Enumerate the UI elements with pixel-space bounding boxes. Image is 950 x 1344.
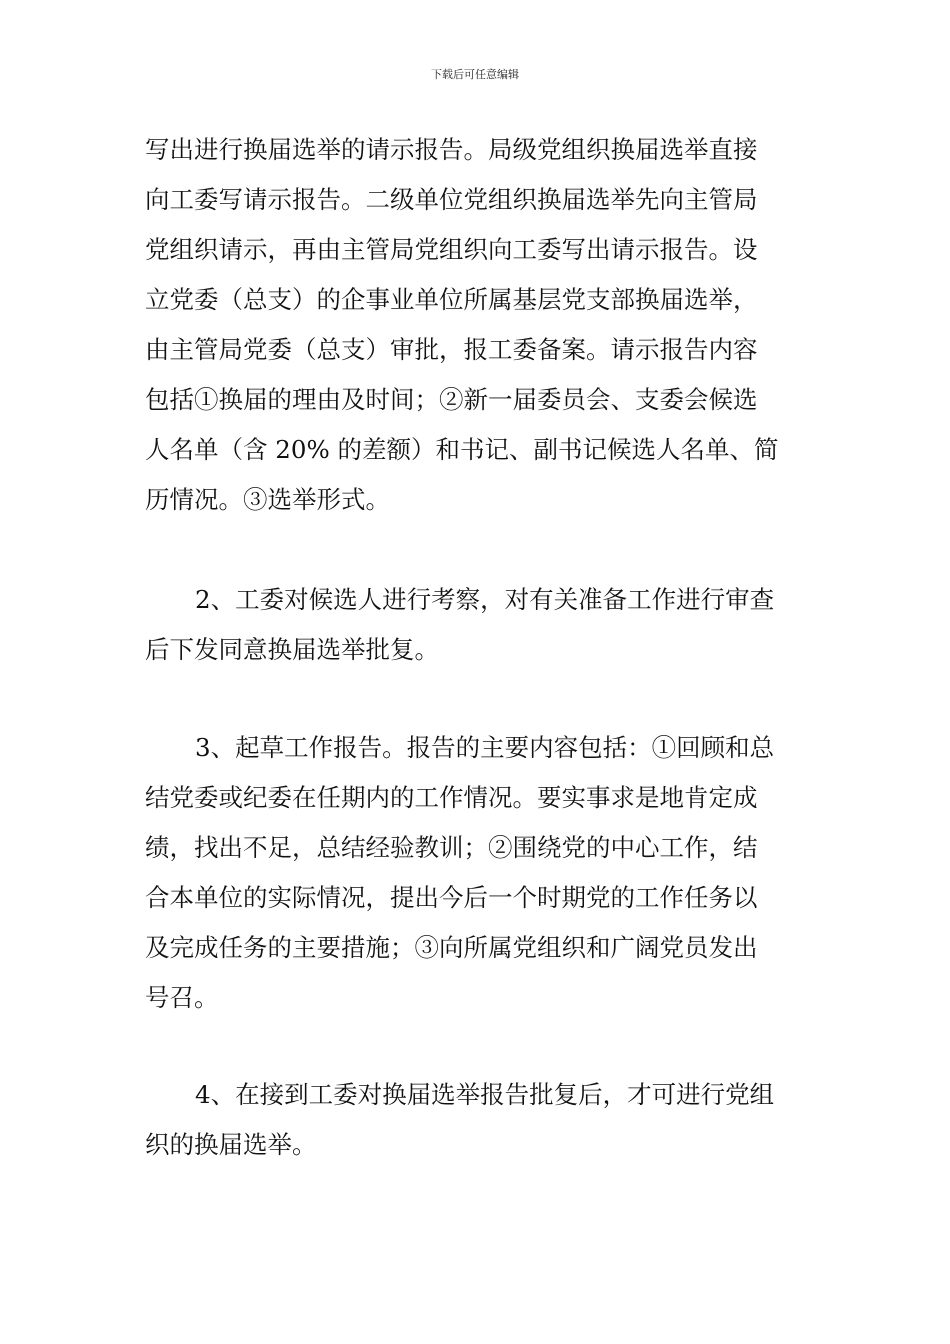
text-line: 4、在接到工委对换届选举报告批复后，才可进行党组 bbox=[195, 1080, 775, 1109]
text-line: 结党委或纪委在任期内的工作情况。要实事求是地肯定成 bbox=[145, 783, 758, 812]
text-line: 绩，找出不足，总结经验教训；②围绕党的中心工作，结 bbox=[145, 833, 758, 862]
text-line: 2、工委对候选人进行考察，对有关准备工作进行审查 bbox=[195, 585, 775, 614]
page-header-note: 下载后可任意编辑 bbox=[431, 68, 519, 81]
text-line: 3、起草工作报告。报告的主要内容包括：①回顾和总 bbox=[195, 733, 775, 762]
text-line: 向工委写请示报告。二级单位党组织换届选举先向主管局 bbox=[145, 185, 758, 214]
text-line: 后下发同意换届选举批复。 bbox=[145, 635, 439, 664]
text-line: 历情况。③选举形式。 bbox=[145, 485, 390, 514]
text-line: 由主管局党委（总支）审批，报工委备案。请示报告内容 bbox=[145, 335, 758, 364]
text-line: 合本单位的实际情况，提出今后一个时期党的工作任务以 bbox=[145, 883, 758, 912]
text-line: 党组织请示，再由主管局党组织向工委写出请示报告。设 bbox=[145, 235, 758, 264]
text-line: 及完成任务的主要措施；③向所属党组织和广阔党员发出 bbox=[145, 933, 758, 962]
text-line: 号召。 bbox=[145, 983, 219, 1012]
text-line: 写出进行换届选举的请示报告。局级党组织换届选举直接 bbox=[145, 135, 758, 164]
text-line: 人名单（含 20% 的差额）和书记、副书记候选人名单、简 bbox=[145, 435, 779, 464]
text-line: 立党委（总支）的企事业单位所属基层党支部换届选举， bbox=[145, 285, 758, 314]
text-line: 织的换届选举。 bbox=[145, 1130, 317, 1159]
text-line: 包括①换届的理由及时间；②新一届委员会、支委会候选 bbox=[145, 385, 758, 414]
